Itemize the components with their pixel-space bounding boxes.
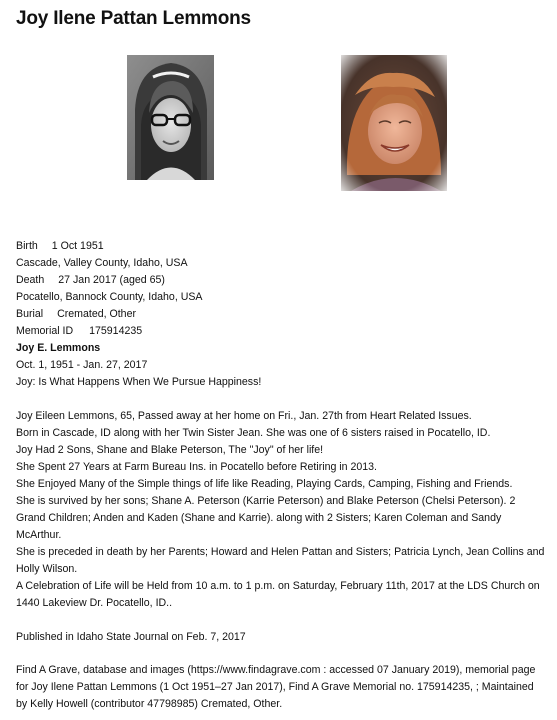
memorial-id-value: 175914235 (89, 325, 143, 337)
memorial-id-label: Memorial ID (16, 325, 74, 337)
death-label: Death (16, 274, 45, 286)
obituary-paragraph: Joy Eileen Lemmons, 65, Passed away at her home on Fri., Jan. 27th from Heart Related Issues. (16, 410, 472, 422)
young-portrait-photo (127, 55, 214, 180)
birth-line (16, 238, 546, 255)
burial-value: Cremated, Other (57, 308, 136, 320)
obituary-paragraph: She is survived by her sons; Shane A. Peterson (Karrie Peterson) and Blake Peterson (Chelsi Peterson). 2 Grand Children; Anden and Kaden (Shane and Karrie). along with 2 Sisters; Karen Coleman and Sandy McArthur. (16, 495, 516, 541)
obituary-dates: Oct. 1, 1951 - Jan. 27, 2017 (16, 359, 148, 371)
burial-line (16, 306, 546, 323)
obituary-paragraph: Joy Had 2 Sons, Shane and Blake Peterson, The "Joy" of her life! (16, 444, 324, 456)
page-title: Joy Ilene Pattan Lemmons (16, 8, 251, 29)
obituary-paragraph: She is preceded in death by her Parents; Howard and Helen Pattan and Sisters; Patricia Lynch, Jean Collins and Holly Wilson. (16, 546, 545, 575)
memorial-id-line (16, 323, 546, 340)
obituary-paragraph: She Spent 27 Years at Farm Bureau Ins. in Pocatello before Retiring in 2013. (16, 461, 377, 473)
death-date: 27 Jan 2017 (aged 65) (58, 274, 165, 286)
burial-label: Burial (16, 308, 44, 320)
obituary-paragraph: She Enjoyed Many of the Simple things of life like Reading, Playing Cards, Camping, Fishing and Friends. (16, 478, 513, 490)
recent-portrait-photo (341, 55, 447, 191)
death-place: Pocatello, Bannock County, Idaho, USA (16, 291, 203, 303)
obituary-motto: Joy: Is What Happens When We Pursue Happiness! (16, 376, 262, 388)
birth-place: Cascade, Valley County, Idaho, USA (16, 257, 188, 269)
obituary-paragraph: A Celebration of Life will be Held from 10 a.m. to 1 p.m. on Saturday, February 11th, 2017 at the LDS Church on 1440 Lakeview Dr. Pocatello, ID.. (16, 580, 540, 609)
obituary-name: Joy E. Lemmons (16, 342, 101, 354)
citation-text: Find A Grave, database and images (https://www.findagrave.com : accessed 07 January 2019), memorial page for Joy Ilene Pattan Lemmons (1 Oct 1951–27 Jan 2017), Find A Grave Memorial no. 175914235, ; Maintained by Kelly Howell (contributor 47798985) Cremated, Other. (16, 664, 536, 710)
memorial-body (16, 238, 546, 713)
death-line (16, 272, 546, 289)
birth-date: 1 Oct 1951 (51, 240, 104, 252)
published-note: Published in Idaho State Journal on Feb. 7, 2017 (16, 631, 246, 643)
birth-label: Birth (16, 240, 38, 252)
obituary-paragraph: Born in Cascade, ID along with her Twin Sister Jean. She was one of 6 sisters raised in Pocatello, ID. (16, 427, 491, 439)
